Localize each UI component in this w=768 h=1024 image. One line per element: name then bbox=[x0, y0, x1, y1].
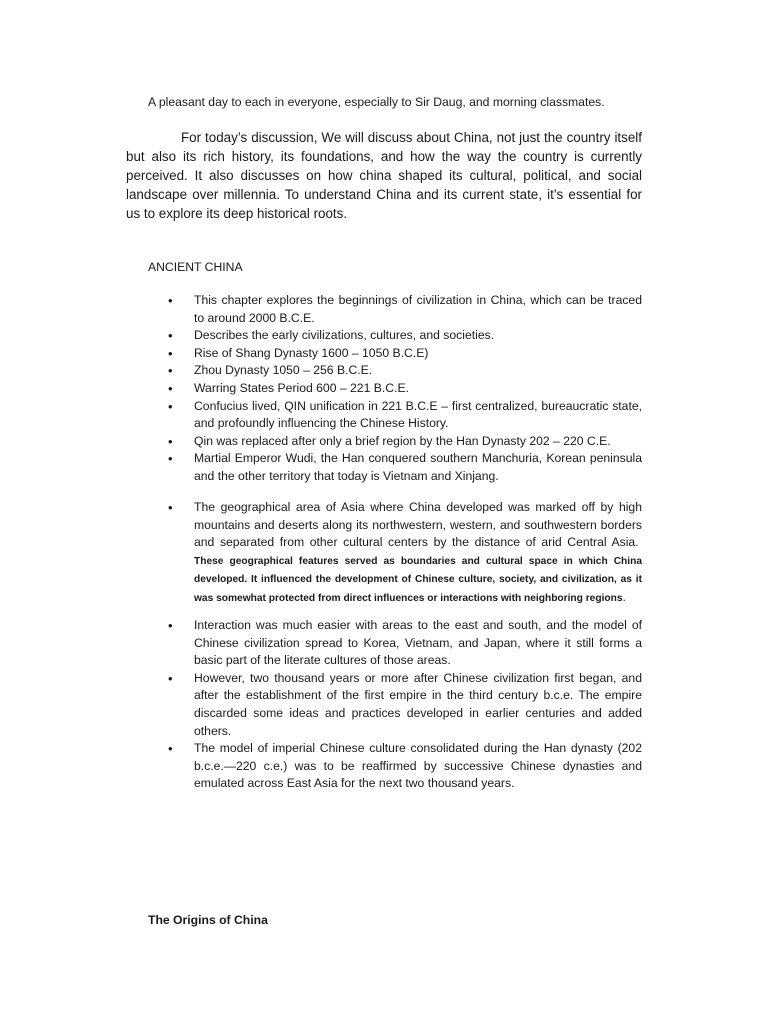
geography-period: . bbox=[622, 589, 626, 604]
section-heading-ancient-china: ANCIENT CHINA bbox=[148, 260, 243, 274]
list-item-text: However, two thousand years or more after Chinese civilization first began, and after the establishment of the first empire in the third century b.c.e. The empire discarded some ideas and practices developed in earlier centuries and added others. bbox=[194, 670, 642, 738]
intro-paragraph: For today’s discussion, We will discuss about China, not just the country itself but also its rich history, its foundations, and how the way the country is currently perceived. It also discusses on how china shaped its cultural, political, and social landscape over millennia. To understand China and its current state, it’s essential for us to explore its deep historical roots. bbox=[126, 130, 642, 221]
geography-bold-text: These geographical features served as boundaries and cultural space in which China developed. It influenced the development of Chinese culture, society, and civilization, as it was somewhat protected from direct influences or interactions with neighboring regions bbox=[194, 555, 642, 604]
bullet-icon: • bbox=[168, 670, 173, 686]
list-item bbox=[0, 433, 642, 451]
bullet-icon: • bbox=[168, 618, 173, 633]
list-item bbox=[0, 670, 642, 740]
bullet-icon: • bbox=[168, 398, 173, 414]
list-item bbox=[0, 740, 642, 793]
bullet-icon: • bbox=[168, 500, 173, 515]
list-item bbox=[0, 398, 642, 433]
list-item bbox=[0, 362, 642, 380]
list-item-text: Martial Emperor Wudi, the Han conquered southern Manchuria, Korean peninsula and the other territory that today is Vietnam and Xinjang. bbox=[194, 451, 642, 483]
list-item bbox=[0, 292, 642, 327]
bullet-icon: • bbox=[168, 451, 173, 467]
ancient-china-bullet-list bbox=[0, 292, 642, 486]
origins-of-china-heading: The Origins of China bbox=[148, 913, 268, 927]
list-item bbox=[0, 450, 642, 485]
list-item-text: Rise of Shang Dynasty 1600 – 1050 B.C.E) bbox=[194, 345, 429, 360]
list-item-text: Zhou Dynasty 1050 – 256 B.C.E. bbox=[194, 363, 373, 378]
list-item bbox=[0, 345, 642, 363]
list-item-text: Qin was replaced after only a brief region by the Han Dynasty 202 – 220 C.E. bbox=[194, 433, 611, 448]
list-item-text: This chapter explores the beginnings of civilization in China, which can be traced to around 2000 B.C.E. bbox=[194, 293, 642, 325]
bullet-icon: • bbox=[168, 293, 173, 308]
bullet-icon: • bbox=[168, 380, 173, 396]
list-item bbox=[0, 499, 642, 607]
list-item bbox=[0, 327, 642, 345]
bullet-icon: • bbox=[168, 328, 173, 344]
list-item-text: Describes the early civilizations, cultures, and societies. bbox=[194, 328, 495, 343]
list-item-text: Warring States Period 600 – 221 B.C.E. bbox=[194, 380, 409, 395]
geography-bullet-list bbox=[0, 499, 642, 607]
bullet-icon: • bbox=[168, 741, 173, 757]
bullet-icon: • bbox=[168, 345, 173, 361]
list-item bbox=[0, 380, 642, 398]
bullet-icon: • bbox=[168, 363, 173, 379]
list-item-text: Confucius lived, QIN unification in 221 B.C.E – first centralized, bureaucratic state, and profoundly influencing the Chinese History. bbox=[194, 398, 642, 431]
list-item-text: The model of imperial Chinese culture consolidated during the Han dynasty (202 b.c.e.—220 c.e.) was to be reaffirmed by successive Chinese dynasties and emulated across East Asia for the next two thousand years. bbox=[194, 741, 642, 791]
list-item-text: Interaction was much easier with areas to the east and south, and the model of Chinese civilization spread to Korea, Vietnam, and Japan, where it still forms a basic part of the literate cultures of those areas. bbox=[194, 618, 642, 668]
greeting-line: A pleasant day to each in everyone, especially to Sir Daug, and morning classmates. bbox=[148, 95, 605, 109]
bullet-icon: • bbox=[168, 433, 173, 449]
list-item bbox=[0, 617, 642, 670]
interaction-bullet-list bbox=[0, 617, 642, 793]
geography-text: The geographical area of Asia where China developed was marked off by high mountains and deserts along its northwestern, western, and southwestern borders and separated from other cultural centers by the distance of arid Central Asia. bbox=[194, 500, 642, 550]
